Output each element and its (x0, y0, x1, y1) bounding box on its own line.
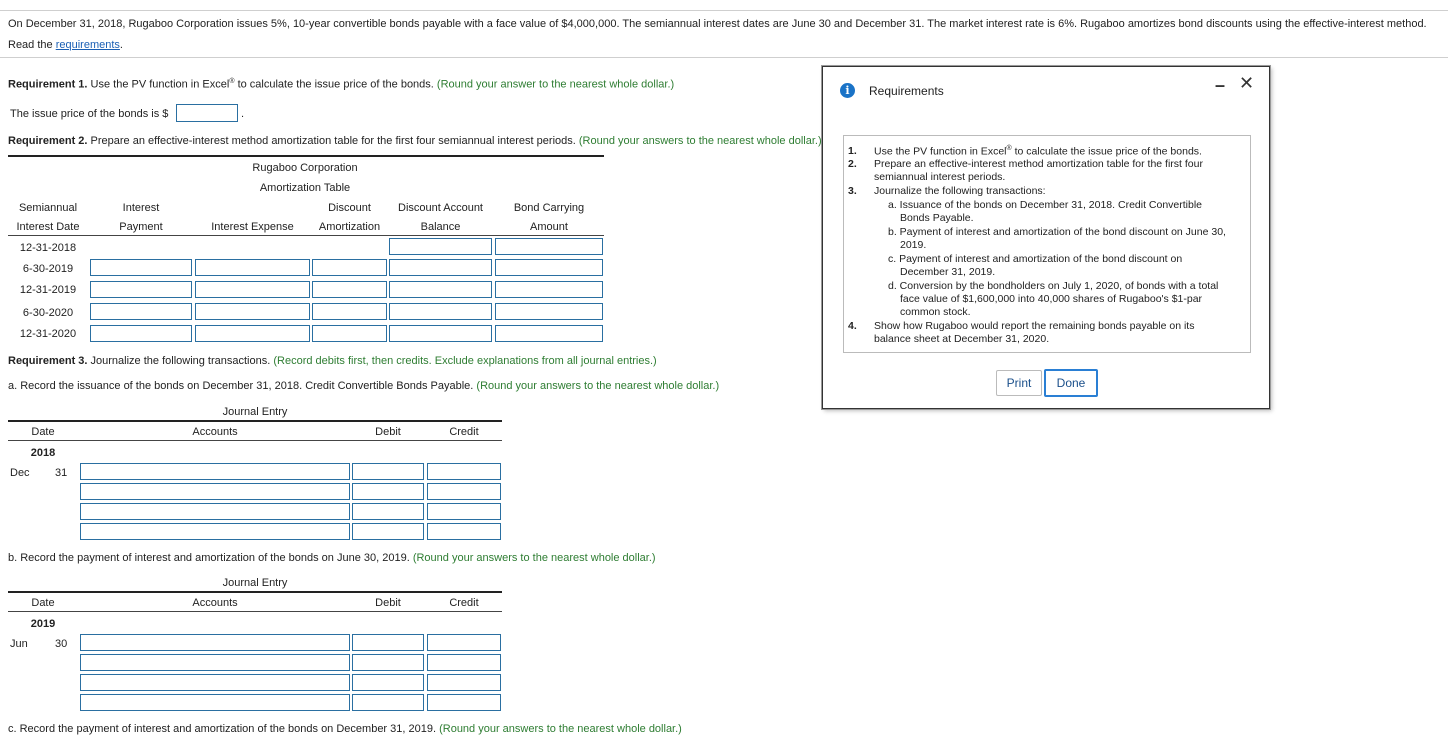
print-button[interactable]: Print (996, 370, 1042, 396)
journal-header-rule (8, 440, 502, 441)
credit-input[interactable] (427, 674, 501, 691)
top-divider (0, 10, 1448, 11)
problem-text: On December 31, 2018, Rugaboo Corporation issues 5%, 10-year convertible bonds payable with a face value of $4,000,000. The semiannual interest dates are June 30 and December 31. The market interest rate is 6%. Rugaboo amortizes bond discounts using the effective-interest method. (8, 18, 1427, 30)
interest-expense-input[interactable] (195, 259, 310, 276)
col-debit: Debit (375, 597, 401, 609)
minimize-icon[interactable]: – (1215, 75, 1226, 95)
balance-input[interactable] (389, 238, 492, 255)
company-name: Rugaboo Corporation (252, 162, 358, 174)
discount-amortization-input[interactable] (312, 303, 387, 320)
journal-header-rule (8, 611, 502, 612)
req2-heading: Requirement 2. Prepare an effective-interest method amortization table for the first four semiannual interest periods. (Round your answers to the nearest whole dollar.) (8, 135, 822, 147)
debit-input[interactable] (352, 674, 424, 691)
discount-amortization-input[interactable] (312, 259, 387, 276)
col-accounts: Accounts (192, 597, 238, 609)
table-top-rule (8, 155, 604, 157)
balance-input[interactable] (389, 303, 492, 320)
interest-expense-input[interactable] (195, 303, 310, 320)
account-input[interactable] (80, 483, 350, 500)
col-accounts: Accounts (192, 426, 238, 438)
credit-input[interactable] (427, 483, 501, 500)
row-date: 6-30-2019 (22, 263, 74, 275)
journal-top-rule (8, 420, 502, 422)
col-date: Date (31, 597, 55, 609)
requirement-item: Show how Rugaboo would report the remaining bonds payable on its (874, 320, 1195, 332)
debit-input[interactable] (352, 523, 424, 540)
credit-input[interactable] (427, 654, 501, 671)
problem-divider (0, 57, 1448, 58)
balance-input[interactable] (389, 325, 492, 342)
credit-input[interactable] (427, 463, 501, 480)
debit-input[interactable] (352, 463, 424, 480)
requirement-item: Prepare an effective-interest method amortization table for the first four (874, 158, 1203, 170)
journal-day: 31 (55, 467, 68, 479)
header-payment: Payment (119, 221, 163, 233)
account-input[interactable] (80, 634, 350, 651)
info-icon: i (840, 83, 855, 98)
header-interest-date: Interest Date (16, 221, 80, 233)
header-rule (8, 235, 604, 236)
interest-expense-input[interactable] (195, 281, 310, 298)
account-input[interactable] (80, 523, 350, 540)
requirements-list: 1. Use the PV function in Excel® to calculate the issue price of the bonds. 2. Prepare an effective-interest method amortization table for the first four semiannual interest periods. 3. Journalize the following transactions: a. Issuance of the bonds on December 31, 2018. Credit Convertible Bonds Payable. b. Payment of interest and amortization of the bond discount on June 30, 2019. c. Payment of interest and amortization of the bond discount on December 31, 2019. d. Conversion by the bondholders on July 1, 2020, of bonds with a total face value of $1,600,000 into 40,000 shares of Rugaboo's $1-par common stock. 4. Show how Rugaboo would report the remaining bonds payable on its balance sheet at December 31, 2020. (843, 135, 1251, 353)
requirements-link[interactable]: requirements (55, 39, 120, 51)
header-discount-account: Discount Account (398, 202, 483, 214)
requirement-item: Journalize the following transactions: (874, 185, 1046, 197)
credit-input[interactable] (427, 503, 501, 520)
col-credit: Credit (449, 426, 479, 438)
carrying-amount-input[interactable] (495, 325, 603, 342)
req1-heading: Requirement 1. Use the PV function in Excel® to calculate the issue price of the bonds. (Round your answer to the nearest whole dollar.) (8, 78, 675, 91)
account-input[interactable] (80, 654, 350, 671)
req3c-heading: c. Record the payment of interest and amortization of the bonds on December 31, 2019. (Round your answers to the nearest whole dollar.) (8, 723, 682, 735)
col-debit: Debit (375, 426, 401, 438)
row-date: 12-31-2020 (19, 328, 77, 340)
discount-amortization-input[interactable] (312, 281, 387, 298)
requirements-dialog (822, 66, 1270, 409)
account-input[interactable] (80, 463, 350, 480)
header-balance: Balance (420, 221, 461, 233)
req3b-heading: b. Record the payment of interest and amortization of the bonds on June 30, 2019. (Round your answers to the nearest whole dollar.) (8, 552, 656, 564)
row-date: 6-30-2020 (22, 307, 74, 319)
carrying-amount-input[interactable] (495, 238, 603, 255)
account-input[interactable] (80, 694, 350, 711)
dialog-title: Requirements (869, 84, 944, 98)
header-amount: Amount (530, 221, 568, 233)
interest-payment-input[interactable] (90, 281, 192, 298)
discount-amortization-input[interactable] (312, 325, 387, 342)
col-date: Date (31, 426, 55, 438)
header-interest-expense: Interest Expense (211, 221, 294, 233)
journal-entry-title: Journal Entry (222, 577, 288, 589)
carrying-amount-input[interactable] (495, 259, 603, 276)
journal-entry-title: Journal Entry (222, 406, 288, 418)
account-input[interactable] (80, 503, 350, 520)
read-requirements: Read the requirements. (8, 39, 123, 51)
credit-input[interactable] (427, 634, 501, 651)
header-discount: Discount (328, 202, 371, 214)
header-bond-carrying: Bond Carrying (513, 202, 585, 214)
debit-input[interactable] (352, 654, 424, 671)
header-semiannual: Semiannual (18, 202, 78, 214)
debit-input[interactable] (352, 694, 424, 711)
requirement-item: Use the PV function in Excel® to calculate the issue price of the bonds. (874, 145, 1202, 158)
debit-input[interactable] (352, 634, 424, 651)
journal-month: Dec (10, 467, 30, 479)
row-date: 12-31-2018 (19, 242, 77, 254)
journal-top-rule (8, 591, 502, 593)
credit-input[interactable] (427, 523, 501, 540)
interest-payment-input[interactable] (90, 325, 192, 342)
balance-input[interactable] (389, 259, 492, 276)
journal-month: Jun (10, 638, 28, 650)
row-date: 12-31-2019 (19, 284, 77, 296)
balance-input[interactable] (389, 281, 492, 298)
col-credit: Credit (449, 597, 479, 609)
carrying-amount-input[interactable] (495, 281, 603, 298)
header-interest: Interest (122, 202, 160, 214)
carrying-amount-input[interactable] (495, 303, 603, 320)
issue-price-label: The issue price of the bonds is $ (10, 108, 169, 120)
amortization-table-title: Amortization Table (259, 182, 351, 194)
account-input[interactable] (80, 674, 350, 691)
interest-payment-input[interactable] (90, 259, 192, 276)
req3a-heading: a. Record the issuance of the bonds on December 31, 2018. Credit Convertible Bonds Payable. (Round your answers to the nearest whole dollar.) (8, 380, 720, 392)
header-amortization: Amortization (318, 221, 381, 233)
journal-day: 30 (55, 638, 68, 650)
journal-year: 2019 (30, 618, 56, 630)
done-button[interactable]: Done (1044, 369, 1098, 397)
debit-input[interactable] (352, 503, 424, 520)
issue-price-input[interactable] (176, 104, 238, 122)
close-icon[interactable]: ✕ (1239, 73, 1255, 93)
interest-expense-input[interactable] (195, 325, 310, 342)
debit-input[interactable] (352, 483, 424, 500)
req3-heading: Requirement 3. Journalize the following transactions. (Record debits first, then credits. Exclude explanations from all journal entries.) (8, 355, 657, 367)
credit-input[interactable] (427, 694, 501, 711)
journal-year: 2018 (30, 447, 56, 459)
interest-payment-input[interactable] (90, 303, 192, 320)
